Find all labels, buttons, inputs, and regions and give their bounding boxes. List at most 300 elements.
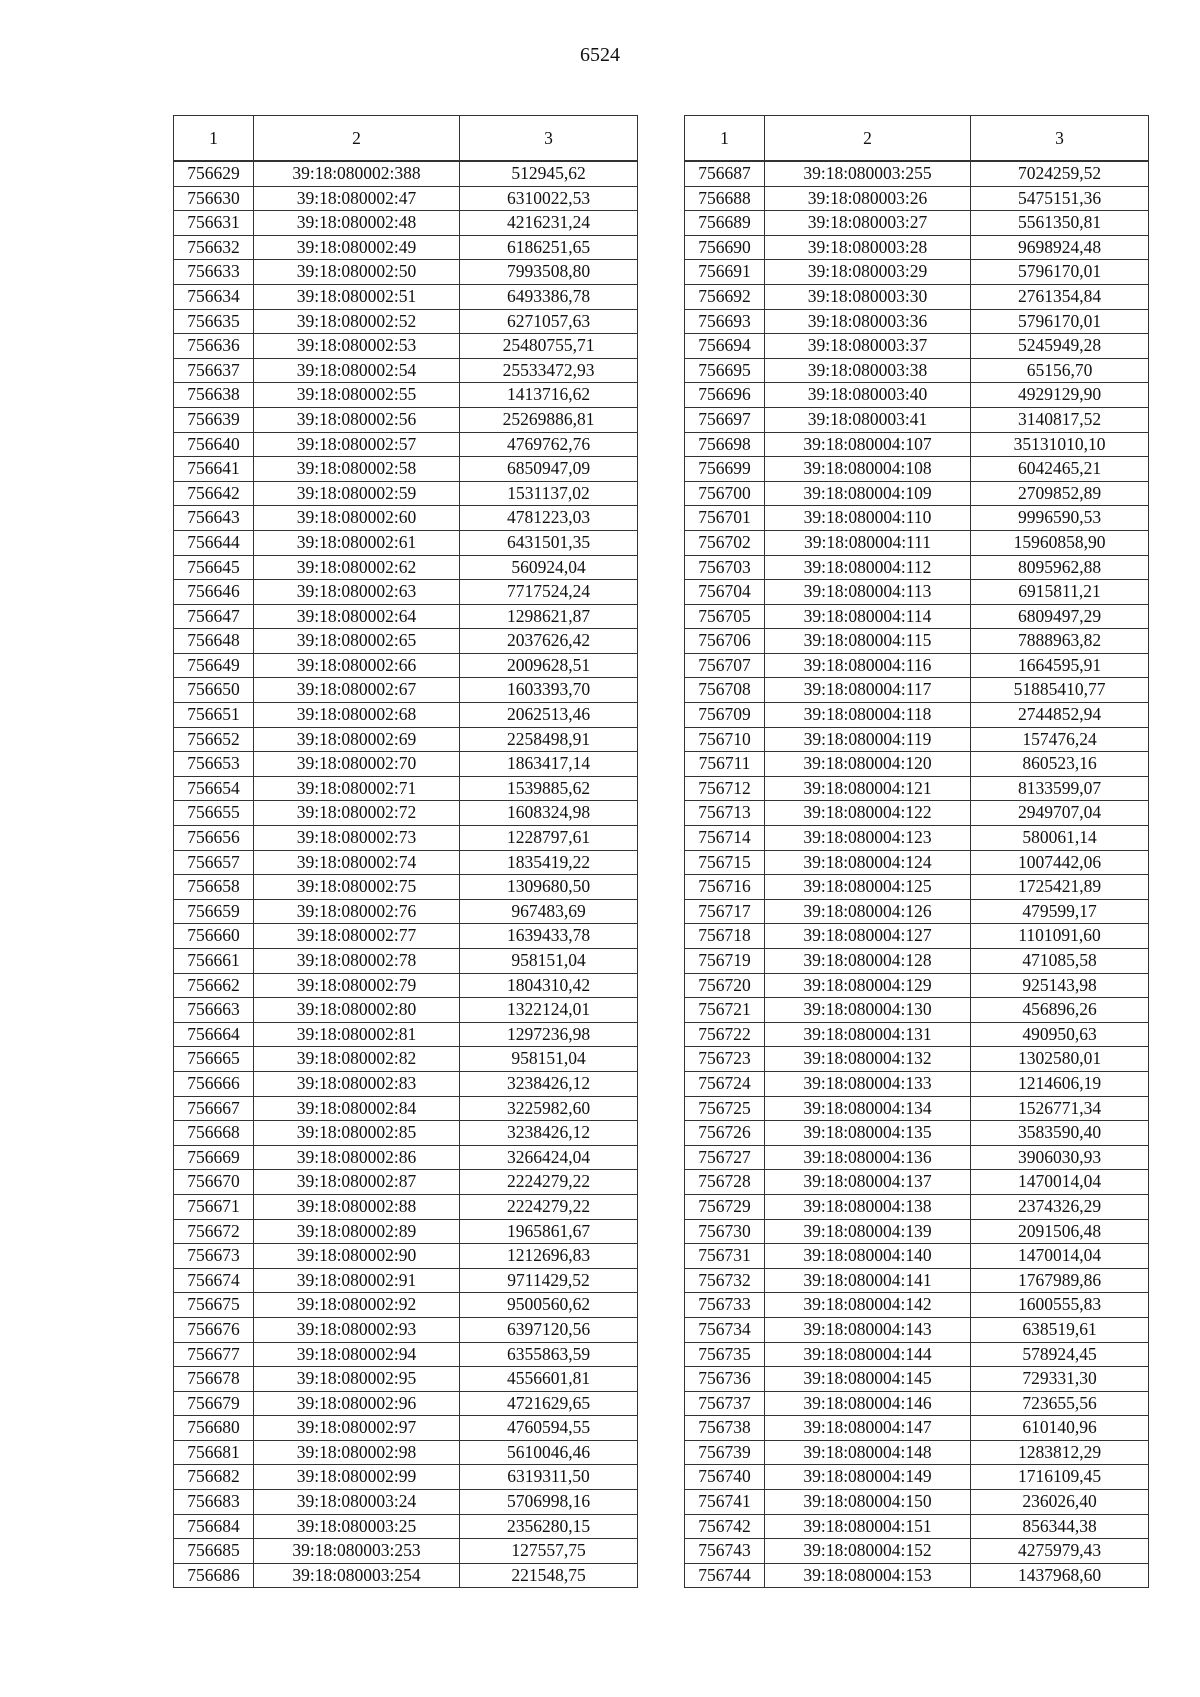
row-number-cell: 756740 — [685, 1465, 765, 1490]
row-number-cell: 756684 — [174, 1514, 254, 1539]
value-cell: 610140,96 — [971, 1416, 1149, 1441]
table-row — [174, 1563, 638, 1588]
row-number-cell: 756730 — [685, 1219, 765, 1244]
row-number-cell: 756726 — [685, 1121, 765, 1146]
table-row — [174, 1293, 638, 1318]
row-number-cell: 756646 — [174, 580, 254, 605]
cadastral-number-cell: 39:18:080002:78 — [254, 949, 460, 974]
table-row — [685, 801, 1149, 826]
value-cell: 5245949,28 — [971, 334, 1149, 359]
value-cell: 1297236,98 — [460, 1022, 638, 1047]
cadastral-number-cell: 39:18:080002:59 — [254, 481, 460, 506]
table-row — [685, 653, 1149, 678]
row-number-cell: 756738 — [685, 1416, 765, 1441]
table-row — [174, 235, 638, 260]
row-number-cell: 756735 — [685, 1342, 765, 1367]
cadastral-number-cell: 39:18:080002:57 — [254, 432, 460, 457]
cadastral-number-cell: 39:18:080002:50 — [254, 260, 460, 285]
row-number-cell: 756695 — [685, 358, 765, 383]
cadastral-number-cell: 39:18:080004:144 — [765, 1342, 971, 1367]
row-number-cell: 756682 — [174, 1465, 254, 1490]
row-number-cell: 756722 — [685, 1022, 765, 1047]
value-cell: 1804310,42 — [460, 973, 638, 998]
row-number-cell: 756718 — [685, 924, 765, 949]
table-row — [685, 1563, 1149, 1588]
cadastral-number-cell: 39:18:080004:130 — [765, 998, 971, 1023]
cadastral-number-cell: 39:18:080003:255 — [765, 161, 971, 186]
row-number-cell: 756728 — [685, 1170, 765, 1195]
value-cell: 3225982,60 — [460, 1096, 638, 1121]
value-cell: 1664595,91 — [971, 653, 1149, 678]
table-row — [174, 826, 638, 851]
row-number-cell: 756665 — [174, 1047, 254, 1072]
table-row — [685, 1293, 1149, 1318]
value-cell: 9698924,48 — [971, 235, 1149, 260]
row-number-cell: 756736 — [685, 1367, 765, 1392]
table-row — [685, 850, 1149, 875]
table-row — [174, 1514, 638, 1539]
row-number-cell: 756680 — [174, 1416, 254, 1441]
value-cell: 4556601,81 — [460, 1367, 638, 1392]
table-row — [685, 555, 1149, 580]
value-cell: 1283812,29 — [971, 1440, 1149, 1465]
cadastral-number-cell: 39:18:080004:117 — [765, 678, 971, 703]
value-cell: 9711429,52 — [460, 1268, 638, 1293]
row-number-cell: 756690 — [685, 235, 765, 260]
row-number-cell: 756742 — [685, 1514, 765, 1539]
table-row — [685, 1514, 1149, 1539]
row-number-cell: 756715 — [685, 850, 765, 875]
cadastral-number-cell: 39:18:080002:58 — [254, 457, 460, 482]
table-row — [685, 949, 1149, 974]
row-number-cell: 756721 — [685, 998, 765, 1023]
row-number-cell: 756691 — [685, 260, 765, 285]
row-number-cell: 756743 — [685, 1539, 765, 1564]
cadastral-number-cell: 39:18:080004:119 — [765, 727, 971, 752]
value-cell: 2224279,22 — [460, 1194, 638, 1219]
value-cell: 3140817,52 — [971, 407, 1149, 432]
value-cell: 1863417,14 — [460, 752, 638, 777]
table-row — [685, 211, 1149, 236]
table-row — [685, 334, 1149, 359]
table-row — [685, 309, 1149, 334]
cadastral-number-cell: 39:18:080004:126 — [765, 899, 971, 924]
cadastral-number-cell: 39:18:080004:152 — [765, 1539, 971, 1564]
row-number-cell: 756686 — [174, 1563, 254, 1588]
table-row — [174, 506, 638, 531]
row-number-cell: 756644 — [174, 530, 254, 555]
row-number-cell: 756657 — [174, 850, 254, 875]
value-cell: 4216231,24 — [460, 211, 638, 236]
table-row — [685, 752, 1149, 777]
row-number-cell: 756647 — [174, 604, 254, 629]
cadastral-number-cell: 39:18:080002:63 — [254, 580, 460, 605]
cadastral-number-cell: 39:18:080004:143 — [765, 1317, 971, 1342]
cadastral-number-cell: 39:18:080004:113 — [765, 580, 971, 605]
table-row — [685, 161, 1149, 186]
row-number-cell: 756635 — [174, 309, 254, 334]
row-number-cell: 756631 — [174, 211, 254, 236]
cadastral-number-cell: 39:18:080003:27 — [765, 211, 971, 236]
cadastral-number-cell: 39:18:080002:61 — [254, 530, 460, 555]
value-cell: 1228797,61 — [460, 826, 638, 851]
value-cell: 578924,45 — [971, 1342, 1149, 1367]
table-row — [174, 1170, 638, 1195]
table-row — [685, 1096, 1149, 1121]
table-row — [685, 1071, 1149, 1096]
value-cell: 6431501,35 — [460, 530, 638, 555]
cadastral-number-cell: 39:18:080004:129 — [765, 973, 971, 998]
table-row — [174, 481, 638, 506]
table-row — [174, 358, 638, 383]
value-cell: 1470014,04 — [971, 1244, 1149, 1269]
table-row — [685, 1121, 1149, 1146]
table-row — [174, 161, 638, 186]
value-cell: 2374326,29 — [971, 1194, 1149, 1219]
row-number-cell: 756640 — [174, 432, 254, 457]
column-header-2: 2 — [765, 116, 971, 162]
row-number-cell: 756670 — [174, 1170, 254, 1195]
cadastral-number-cell: 39:18:080004:108 — [765, 457, 971, 482]
table-row — [174, 899, 638, 924]
table-row — [685, 383, 1149, 408]
table-row — [174, 457, 638, 482]
row-number-cell: 756654 — [174, 776, 254, 801]
table-header-row — [685, 116, 1149, 162]
cadastral-number-cell: 39:18:080003:25 — [254, 1514, 460, 1539]
table-row — [174, 973, 638, 998]
table-row — [685, 1539, 1149, 1564]
table-row — [685, 481, 1149, 506]
table-body-right — [685, 161, 1149, 1588]
cadastral-number-cell: 39:18:080002:72 — [254, 801, 460, 826]
table-row — [174, 1539, 638, 1564]
cadastral-number-cell: 39:18:080002:67 — [254, 678, 460, 703]
value-cell: 1526771,34 — [971, 1096, 1149, 1121]
cadastral-number-cell: 39:18:080002:95 — [254, 1367, 460, 1392]
row-number-cell: 756663 — [174, 998, 254, 1023]
value-cell: 2224279,22 — [460, 1170, 638, 1195]
value-cell: 1539885,62 — [460, 776, 638, 801]
table-row — [174, 1022, 638, 1047]
table-row — [685, 1047, 1149, 1072]
row-number-cell: 756660 — [174, 924, 254, 949]
row-number-cell: 756732 — [685, 1268, 765, 1293]
table-row — [174, 1367, 638, 1392]
table-row — [174, 629, 638, 654]
row-number-cell: 756702 — [685, 530, 765, 555]
value-cell: 157476,24 — [971, 727, 1149, 752]
value-cell: 7024259,52 — [971, 161, 1149, 186]
cadastral-number-cell: 39:18:080002:74 — [254, 850, 460, 875]
table-row — [685, 703, 1149, 728]
cadastral-number-cell: 39:18:080002:51 — [254, 284, 460, 309]
value-cell: 65156,70 — [971, 358, 1149, 383]
row-number-cell: 756717 — [685, 899, 765, 924]
value-cell: 15960858,90 — [971, 530, 1149, 555]
value-cell: 1413716,62 — [460, 383, 638, 408]
cadastral-number-cell: 39:18:080002:70 — [254, 752, 460, 777]
table-row — [685, 1170, 1149, 1195]
row-number-cell: 756633 — [174, 260, 254, 285]
value-cell: 5706998,16 — [460, 1490, 638, 1515]
table-row — [174, 1244, 638, 1269]
table-row — [174, 432, 638, 457]
value-cell: 25533472,93 — [460, 358, 638, 383]
row-number-cell: 756710 — [685, 727, 765, 752]
value-cell: 6493386,78 — [460, 284, 638, 309]
value-cell: 6186251,65 — [460, 235, 638, 260]
table-row — [685, 973, 1149, 998]
cadastral-number-cell: 39:18:080002:68 — [254, 703, 460, 728]
value-cell: 1965861,67 — [460, 1219, 638, 1244]
row-number-cell: 756700 — [685, 481, 765, 506]
table-row — [685, 506, 1149, 531]
value-cell: 1725421,89 — [971, 875, 1149, 900]
cadastral-number-cell: 39:18:080002:99 — [254, 1465, 460, 1490]
table-row — [685, 260, 1149, 285]
cadastral-number-cell: 39:18:080002:82 — [254, 1047, 460, 1072]
cadastral-number-cell: 39:18:080004:150 — [765, 1490, 971, 1515]
value-cell: 8095962,88 — [971, 555, 1149, 580]
column-header-3: 3 — [971, 116, 1149, 162]
table-row — [685, 457, 1149, 482]
cadastral-number-cell: 39:18:080002:54 — [254, 358, 460, 383]
row-number-cell: 756699 — [685, 457, 765, 482]
value-cell: 1101091,60 — [971, 924, 1149, 949]
table-row — [685, 530, 1149, 555]
table-row — [174, 924, 638, 949]
cadastral-number-cell: 39:18:080004:137 — [765, 1170, 971, 1195]
value-cell: 860523,16 — [971, 752, 1149, 777]
column-header-1: 1 — [685, 116, 765, 162]
row-number-cell: 756655 — [174, 801, 254, 826]
row-number-cell: 756658 — [174, 875, 254, 900]
value-cell: 5561350,81 — [971, 211, 1149, 236]
table-row — [174, 1342, 638, 1367]
table-left — [173, 115, 638, 1588]
table-row — [174, 1047, 638, 1072]
value-cell: 512945,62 — [460, 161, 638, 186]
cadastral-number-cell: 39:18:080004:147 — [765, 1416, 971, 1441]
table-row — [685, 604, 1149, 629]
cadastral-number-cell: 39:18:080004:121 — [765, 776, 971, 801]
value-cell: 6397120,56 — [460, 1317, 638, 1342]
value-cell: 3238426,12 — [460, 1071, 638, 1096]
cadastral-number-cell: 39:18:080004:114 — [765, 604, 971, 629]
cadastral-number-cell: 39:18:080004:111 — [765, 530, 971, 555]
table-row — [174, 555, 638, 580]
cadastral-number-cell: 39:18:080004:109 — [765, 481, 971, 506]
value-cell: 1322124,01 — [460, 998, 638, 1023]
cadastral-number-cell: 39:18:080003:37 — [765, 334, 971, 359]
cadastral-number-cell: 39:18:080002:62 — [254, 555, 460, 580]
table-row — [685, 1440, 1149, 1465]
table-row — [685, 899, 1149, 924]
table-row — [174, 1317, 638, 1342]
table-row — [174, 186, 638, 211]
cadastral-number-cell: 39:18:080004:135 — [765, 1121, 971, 1146]
table-row — [174, 1145, 638, 1170]
table-header-row — [174, 116, 638, 162]
cadastral-number-cell: 39:18:080002:48 — [254, 211, 460, 236]
table-row — [174, 211, 638, 236]
cadastral-number-cell: 39:18:080004:149 — [765, 1465, 971, 1490]
table-row — [685, 1268, 1149, 1293]
row-number-cell: 756677 — [174, 1342, 254, 1367]
cadastral-number-cell: 39:18:080003:254 — [254, 1563, 460, 1588]
row-number-cell: 756662 — [174, 973, 254, 998]
table-row — [174, 604, 638, 629]
row-number-cell: 756688 — [685, 186, 765, 211]
value-cell: 7993508,80 — [460, 260, 638, 285]
table-row — [174, 801, 638, 826]
value-cell: 7888963,82 — [971, 629, 1149, 654]
value-cell: 490950,63 — [971, 1022, 1149, 1047]
value-cell: 471085,58 — [971, 949, 1149, 974]
row-number-cell: 756666 — [174, 1071, 254, 1096]
row-number-cell: 756636 — [174, 334, 254, 359]
value-cell: 5475151,36 — [971, 186, 1149, 211]
row-number-cell: 756744 — [685, 1563, 765, 1588]
table-row — [174, 1268, 638, 1293]
row-number-cell: 756685 — [174, 1539, 254, 1564]
cadastral-number-cell: 39:18:080003:28 — [765, 235, 971, 260]
row-number-cell: 756689 — [685, 211, 765, 236]
row-number-cell: 756637 — [174, 358, 254, 383]
row-number-cell: 756671 — [174, 1194, 254, 1219]
cadastral-number-cell: 39:18:080004:146 — [765, 1391, 971, 1416]
cadastral-number-cell: 39:18:080004:140 — [765, 1244, 971, 1269]
cadastral-number-cell: 39:18:080004:142 — [765, 1293, 971, 1318]
value-cell: 1835419,22 — [460, 850, 638, 875]
table-row — [685, 1367, 1149, 1392]
value-cell: 1600555,83 — [971, 1293, 1149, 1318]
row-number-cell: 756727 — [685, 1145, 765, 1170]
cadastral-number-cell: 39:18:080003:30 — [765, 284, 971, 309]
column-header-3: 3 — [460, 116, 638, 162]
cadastral-number-cell: 39:18:080002:93 — [254, 1317, 460, 1342]
row-number-cell: 756648 — [174, 629, 254, 654]
table-row — [174, 678, 638, 703]
cadastral-number-cell: 39:18:080002:88 — [254, 1194, 460, 1219]
table-row — [685, 1490, 1149, 1515]
table-row — [685, 1465, 1149, 1490]
table-row — [174, 309, 638, 334]
row-number-cell: 756674 — [174, 1268, 254, 1293]
cadastral-number-cell: 39:18:080004:107 — [765, 432, 971, 457]
cadastral-number-cell: 39:18:080004:153 — [765, 1563, 971, 1588]
row-number-cell: 756724 — [685, 1071, 765, 1096]
value-cell: 221548,75 — [460, 1563, 638, 1588]
cadastral-number-cell: 39:18:080004:132 — [765, 1047, 971, 1072]
row-number-cell: 756629 — [174, 161, 254, 186]
table-row — [174, 1121, 638, 1146]
value-cell: 2949707,04 — [971, 801, 1149, 826]
row-number-cell: 756673 — [174, 1244, 254, 1269]
value-cell: 1639433,78 — [460, 924, 638, 949]
row-number-cell: 756672 — [174, 1219, 254, 1244]
table-row — [174, 875, 638, 900]
cadastral-number-cell: 39:18:080002:94 — [254, 1342, 460, 1367]
value-cell: 236026,40 — [971, 1490, 1149, 1515]
row-number-cell: 756737 — [685, 1391, 765, 1416]
table-row — [174, 1416, 638, 1441]
value-cell: 6310022,53 — [460, 186, 638, 211]
cadastral-number-cell: 39:18:080004:124 — [765, 850, 971, 875]
cadastral-number-cell: 39:18:080004:136 — [765, 1145, 971, 1170]
value-cell: 580061,14 — [971, 826, 1149, 851]
row-number-cell: 756725 — [685, 1096, 765, 1121]
table-row — [685, 284, 1149, 309]
cadastral-number-cell: 39:18:080002:97 — [254, 1416, 460, 1441]
table-row — [685, 678, 1149, 703]
table-row — [685, 998, 1149, 1023]
column-header-1: 1 — [174, 116, 254, 162]
cadastral-number-cell: 39:18:080002:69 — [254, 727, 460, 752]
row-number-cell: 756630 — [174, 186, 254, 211]
table-row — [685, 924, 1149, 949]
cadastral-number-cell: 39:18:080002:53 — [254, 334, 460, 359]
cadastral-number-cell: 39:18:080004:145 — [765, 1367, 971, 1392]
row-number-cell: 756719 — [685, 949, 765, 974]
value-cell: 3906030,93 — [971, 1145, 1149, 1170]
value-cell: 638519,61 — [971, 1317, 1149, 1342]
cadastral-number-cell: 39:18:080002:56 — [254, 407, 460, 432]
row-number-cell: 756656 — [174, 826, 254, 851]
table-row — [174, 530, 638, 555]
cadastral-number-cell: 39:18:080004:125 — [765, 875, 971, 900]
value-cell: 4721629,65 — [460, 1391, 638, 1416]
cadastral-number-cell: 39:18:080004:141 — [765, 1268, 971, 1293]
row-number-cell: 756645 — [174, 555, 254, 580]
cadastral-number-cell: 39:18:080004:120 — [765, 752, 971, 777]
table-row — [174, 1490, 638, 1515]
row-number-cell: 756705 — [685, 604, 765, 629]
row-number-cell: 756669 — [174, 1145, 254, 1170]
table-row — [174, 1194, 638, 1219]
value-cell: 1298621,87 — [460, 604, 638, 629]
row-number-cell: 756723 — [685, 1047, 765, 1072]
row-number-cell: 756664 — [174, 1022, 254, 1047]
value-cell: 5796170,01 — [971, 309, 1149, 334]
cadastral-number-cell: 39:18:080004:115 — [765, 629, 971, 654]
value-cell: 4929129,90 — [971, 383, 1149, 408]
cadastral-number-cell: 39:18:080002:77 — [254, 924, 460, 949]
table-row — [174, 284, 638, 309]
cadastral-number-cell: 39:18:080004:110 — [765, 506, 971, 531]
cadastral-number-cell: 39:18:080002:65 — [254, 629, 460, 654]
value-cell: 6915811,21 — [971, 580, 1149, 605]
table-row — [685, 186, 1149, 211]
value-cell: 2709852,89 — [971, 481, 1149, 506]
table-row — [685, 1317, 1149, 1342]
cadastral-number-cell: 39:18:080002:73 — [254, 826, 460, 851]
cadastral-number-cell: 39:18:080002:52 — [254, 309, 460, 334]
value-cell: 6319311,50 — [460, 1465, 638, 1490]
table-row — [174, 1465, 638, 1490]
value-cell: 25480755,71 — [460, 334, 638, 359]
value-cell: 5610046,46 — [460, 1440, 638, 1465]
row-number-cell: 756698 — [685, 432, 765, 457]
row-number-cell: 756667 — [174, 1096, 254, 1121]
cadastral-number-cell: 39:18:080002:388 — [254, 161, 460, 186]
value-cell: 2062513,46 — [460, 703, 638, 728]
value-cell: 2744852,94 — [971, 703, 1149, 728]
row-number-cell: 756651 — [174, 703, 254, 728]
table-row — [685, 1022, 1149, 1047]
cadastral-number-cell: 39:18:080002:81 — [254, 1022, 460, 1047]
